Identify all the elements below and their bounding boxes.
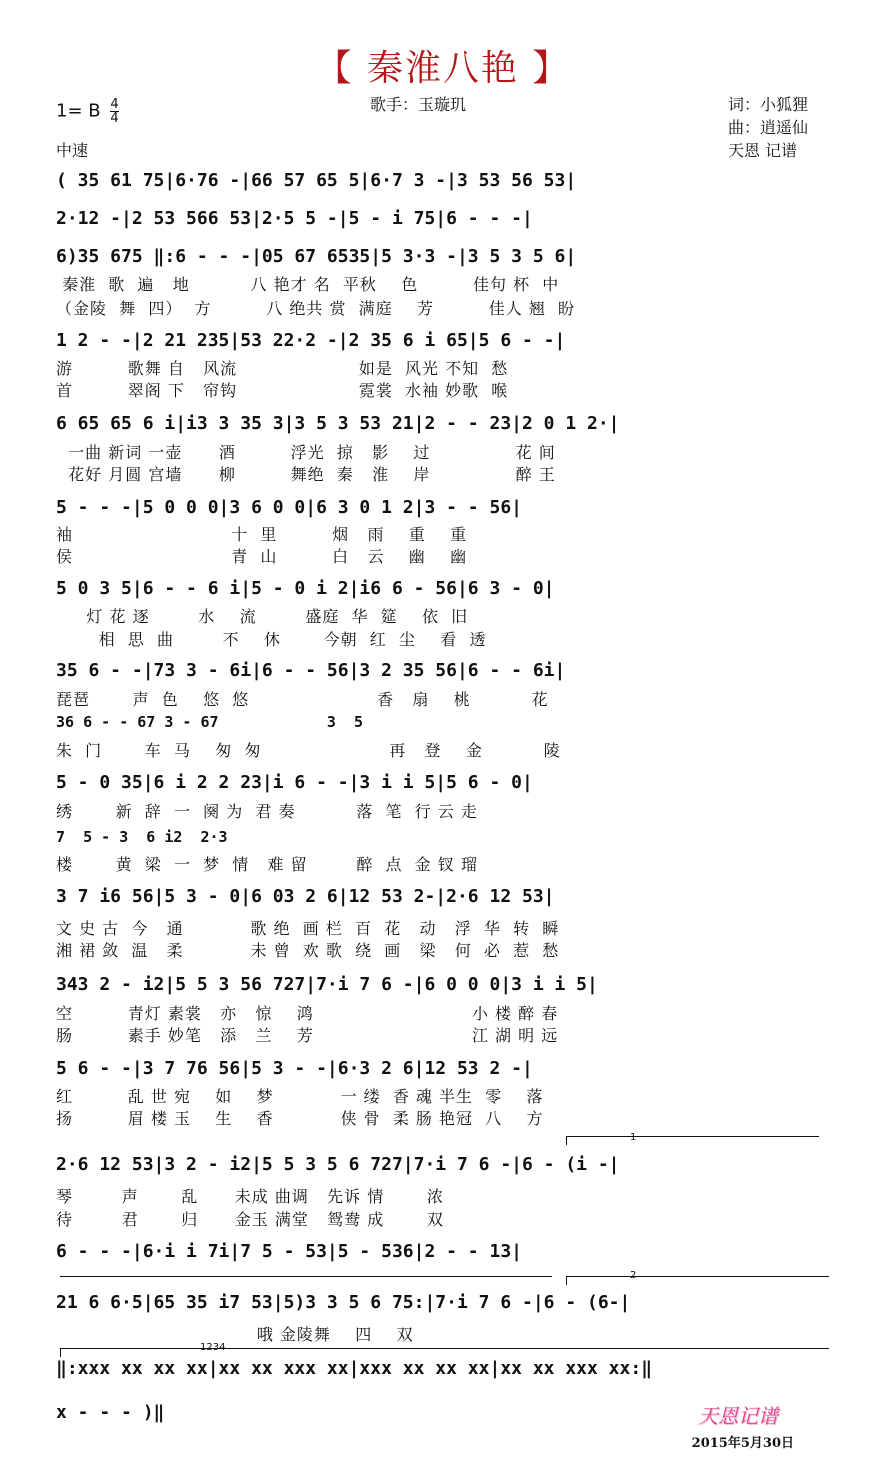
lyric-line: 湘 裙 敛 温 柔 未 曾 欢 歌 绕 画 梁 何 必 惹 愁: [56, 941, 560, 960]
score-line: x - - - )‖: [56, 1402, 165, 1423]
score-line: 1 2 - -|2 21 235|53 22·2 -|2 35 6 i 65|5 6 - -|: [56, 330, 566, 351]
lyric-line: 袖 十 里 烟 雨 重 重: [56, 525, 468, 544]
lyric-line: 扬 眉 楼 玉 生 香 侠 骨 柔 肠 艳冠 八 方: [56, 1109, 544, 1128]
lyric-line: 文 史 古 今 通 歌 绝 画 栏 百 花 动 浮 华 转 瞬: [56, 919, 560, 938]
score-line: 6)35 675 ‖:6 - - -|05 67 6535|5 3·3 -|3 5 3 5 6|: [56, 246, 577, 267]
song-title: 【 秦淮八艳 】: [315, 48, 571, 89]
time-numerator: 4: [110, 97, 119, 112]
score-line: 21 6 6·5|65 35 i7 53|5)3 3 5 6 75:|7·i 7 6 -|6 - (6-|: [56, 1292, 631, 1313]
lyric-line: 琴 声 乱 未成 曲调 先诉 情 浓: [56, 1187, 444, 1206]
lyric-line: 侯 青 山 白 云 幽 幽: [56, 547, 468, 566]
lyric-line: 红 乱 世 宛 如 梦 一 缕 香 魂 半生 零 落: [56, 1087, 544, 1106]
date-stamp: 2015年5月30日: [691, 1436, 794, 1451]
volta-label: 1234: [200, 1342, 226, 1353]
lyric-line: 首 翠阁 下 帘钩 霓裳 水袖 妙歌 喉: [56, 381, 509, 400]
score-line: 5 - - -|5 0 0 0|3 6 0 0|6 3 0 1 2|3 - - 56|: [56, 497, 522, 518]
transcriber-credit: 天恩 记谱: [728, 141, 798, 160]
score-line: 5 0 3 5|6 - - 6 i|5 - 0 i 2|i6 6 - 56|6 3 - 0|: [56, 578, 555, 599]
lyric-line: 一曲 新词 一壶 酒 浮光 掠 影 过 花 间: [56, 443, 556, 462]
lyric-line: 灯 花 逐 水 流 盛庭 华 筵 依 旧: [56, 607, 469, 626]
score-line: 36 6 - - 67 3 - 67 3 5: [56, 713, 364, 731]
lyricist-credit: 词：小狐狸: [728, 95, 809, 114]
score-line: ( 35 61 75|6·76 -|66 57 65 5|6·7 3 -|3 53 56 53|: [56, 170, 577, 191]
score-line: 2·12 -|2 53 566 53|2·5 5 -|5 - i 75|6 - - -|: [56, 208, 533, 229]
score-line: 5 6 - -|3 7 76 56|5 3 - -|6·3 2 6|12 53 2 -|: [56, 1058, 533, 1079]
lyric-line: 游 歌舞 自 风流 如是 风光 不知 愁: [56, 359, 509, 378]
lyric-line: 哦 金陵舞 四 双: [56, 1325, 414, 1344]
lyric-line: 秦淮 歌 遍 地 八 艳才 名 平秋 色 佳句 杯 中: [56, 275, 560, 294]
composer-credit: 曲：逍遥仙: [728, 118, 809, 137]
lyric-line: 空 青灯 素裳 亦 惊 鸿 小 楼 醉 春: [56, 1004, 559, 1023]
volta-label: 1: [630, 1132, 637, 1143]
volta-bracket: [566, 1136, 819, 1145]
transcriber-stamp: 天恩记谱: [698, 1404, 778, 1428]
time-denominator: 4: [110, 111, 119, 126]
score-line: 35 6 - -|73 3 - 6i|6 - - 56|3 2 35 56|6 - - 6i|: [56, 660, 566, 681]
time-signature: [110, 98, 118, 125]
score-line: 7 5 - 3 6 i2 2·3: [56, 828, 228, 846]
lyric-line: 琵琶 声 色 悠 悠 香 扇 桃 花: [56, 690, 549, 709]
lyric-line: 绣 新 辞 一 阕 为 君 奏 落 笔 行 云 走: [56, 802, 478, 821]
tempo-mark: 中速: [56, 141, 89, 160]
lyric-line: 相 思 曲 不 休 今朝 红 尘 看 透: [56, 630, 487, 649]
volta-bracket: [60, 1276, 552, 1285]
lyric-line: （金陵 舞 四） 方 八 绝共 赏 满庭 芳 佳人 翘 盼: [56, 299, 576, 318]
lyric-line: 朱 门 车 马 匆 匆 再 登 金 陵: [56, 741, 561, 760]
score-line: 2·6 12 53|3 2 - i2|5 5 3 5 6 727|7·i 7 6 -|6 - (i -|: [56, 1154, 620, 1175]
score-line: 6 - - -|6·i i 7i|7 5 - 53|5 - 536|2 - - 13|: [56, 1241, 522, 1262]
volta-bracket: [566, 1276, 829, 1285]
score-line: 6 65 65 6 i|i3 3 35 3|3 5 3 53 21|2 - - 23|2 0 1 2·|: [56, 413, 620, 434]
score-line: 5 - 0 35|6 i 2 2 23|i 6 - -|3 i i 5|5 6 - 0|: [56, 772, 533, 793]
volta-bracket: [60, 1348, 829, 1357]
key-signature: [56, 98, 119, 125]
score-line: 3 7 i6 56|5 3 - 0|6 03 2 6|12 53 2-|2·6 12 53|: [56, 886, 555, 907]
lyric-line: 花好 月圆 宫墙 柳 舞绝 秦 淮 岸 醉 王: [56, 465, 556, 484]
singer-credit: 歌手：玉璇玑: [370, 95, 467, 114]
lyric-line: 楼 黄 梁 一 梦 情 难 留 醉 点 金 钗 瑠: [56, 855, 478, 874]
lyric-line: 肠 素手 妙笔 添 兰 芳 江 湖 明 远: [56, 1026, 559, 1045]
lyric-line: 待 君 归 金玉 满堂 鸳鸯 成 双: [56, 1210, 444, 1229]
score-line: 343 2 - i2|5 5 3 56 727|7·i 7 6 -|6 0 0 0|3 i i 5|: [56, 974, 598, 995]
score-line: ‖:xxx xx xx xx|xx xx xxx xx|xxx xx xx xx|xx xx xxx xx:‖: [56, 1358, 653, 1379]
key-text: 1= B: [56, 100, 101, 122]
volta-label: 2: [630, 1270, 637, 1281]
